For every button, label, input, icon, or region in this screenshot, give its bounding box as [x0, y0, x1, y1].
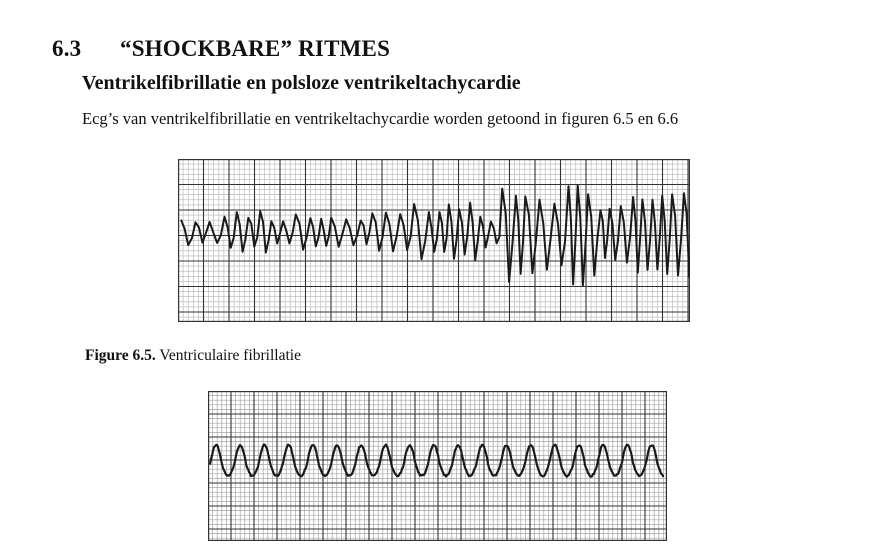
body-paragraph: Ecg’s van ventrikelfibrillatie en ventrikeltachycardie worden getoond in figuren 6.5 en 6.6 [82, 109, 679, 128]
ecg-trace [210, 445, 664, 477]
figure-caption-text: Ventriculaire fibrillatie [159, 347, 301, 364]
ecg-strip-ventricular-tachycardia [208, 391, 667, 541]
ecg-grid [208, 391, 667, 541]
section-number: 6.3 [52, 36, 82, 61]
grid-major-lines [208, 391, 667, 541]
section-title: “SHOCKBARE” RITMES [120, 36, 391, 61]
figure-label: Figure 6.5. [85, 347, 156, 364]
section-heading [52, 36, 390, 62]
ecg-strip-ventricular-fibrillation [178, 159, 690, 322]
figure-caption [85, 347, 301, 365]
subsection-heading: Ventrikelfibrillatie en polsloze ventrikeltachycardie [82, 72, 521, 94]
